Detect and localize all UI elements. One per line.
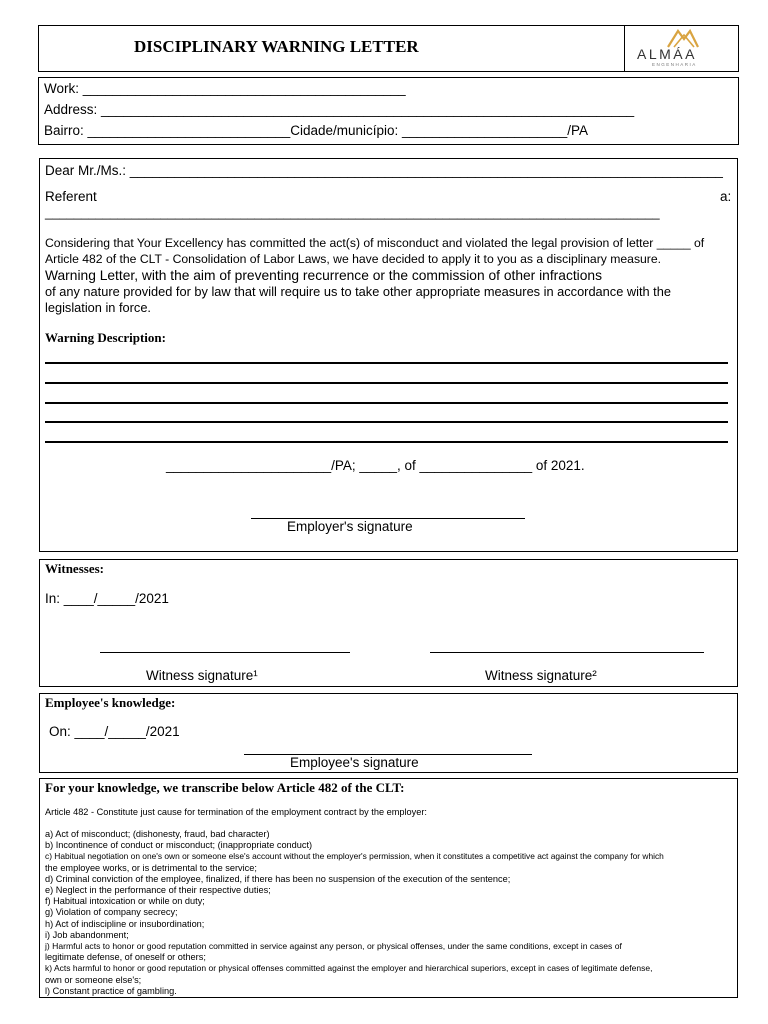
referent-label: Referent bbox=[45, 189, 97, 204]
witness2-signature-line[interactable] bbox=[430, 652, 704, 653]
witnesses-heading: Witnesses: bbox=[45, 561, 104, 576]
list-item: h) Act of indiscipline or insubordination; bbox=[45, 918, 205, 929]
work-field[interactable]: Work: ___________________________________________ bbox=[44, 81, 406, 96]
witness2-signature-label: Witness signature² bbox=[485, 668, 597, 683]
article-intro: Article 482 - Constitute just cause for termination of the employment contract by the employer: bbox=[45, 807, 427, 817]
list-item: g) Violation of company secrecy; bbox=[45, 907, 178, 918]
warning-line-4[interactable] bbox=[45, 421, 728, 423]
article-items-list bbox=[45, 829, 735, 997]
paragraph-line-4: of any nature provided for by law that will require us to take other appropriate measures in accordance with the bbox=[45, 284, 671, 299]
date-line[interactable]: ______________________/PA; _____, of _______________ of 2021. bbox=[166, 458, 585, 473]
bairro-city-field[interactable]: Bairro: ___________________________Cidade/município: ______________________/PA bbox=[44, 123, 588, 138]
warning-line-1[interactable] bbox=[45, 362, 728, 364]
referent-line[interactable]: _____________________________________________________________________________________ bbox=[45, 205, 660, 220]
list-item: j) Harmful acts to honor or good reputation committed in service against any person, or physical offenses, under the same conditions, except in cases of bbox=[45, 941, 622, 952]
list-item: c) Habitual negotiation on one's own or someone else's account without the employer's permission, when it constitutes a competitive act against the company for which bbox=[45, 851, 664, 862]
list-item: i) Job abandonment; bbox=[45, 929, 129, 940]
list-item: legitimate defense, of oneself or others; bbox=[45, 952, 206, 963]
witnesses-box bbox=[39, 559, 738, 687]
list-item: own or someone else's; bbox=[45, 974, 142, 985]
warning-line-3[interactable] bbox=[45, 402, 728, 404]
article-heading: For your knowledge, we transcribe below Article 482 of the CLT: bbox=[45, 780, 405, 795]
dear-field[interactable]: Dear Mr./Ms.: _______________________________________________________________________________ bbox=[45, 163, 723, 178]
list-item: the employee works, or is detrimental to the service; bbox=[45, 862, 257, 873]
witness1-signature-label: Witness signature¹ bbox=[146, 668, 258, 683]
page-title: DISCIPLINARY WARNING LETTER bbox=[134, 37, 419, 56]
employee-signature-label: Employee's signature bbox=[290, 755, 419, 770]
paragraph-line-2: Article 482 of the CLT - Consolidation of Labor Laws, we have decided to apply it to you as a disciplinary measure. bbox=[45, 252, 662, 266]
employer-signature-label: Employer's signature bbox=[287, 519, 413, 534]
logo-text: ALMÁA bbox=[637, 46, 697, 62]
list-item: l) Constant practice of gambling. bbox=[45, 985, 177, 996]
list-item: k) Acts harmful to honor or good reputation or physical offenses committed against the employer and hierarchical superiors, except in cases of legitimate defense, bbox=[45, 963, 653, 974]
list-item: f) Habitual intoxication or while on duty; bbox=[45, 896, 205, 907]
witness-date[interactable]: In: ____/_____/2021 bbox=[45, 591, 169, 606]
list-item: e) Neglect in the performance of their respective duties; bbox=[45, 885, 271, 896]
witness1-signature-line[interactable] bbox=[100, 652, 350, 653]
warning-line-2[interactable] bbox=[45, 382, 728, 384]
logo-cell bbox=[624, 25, 625, 72]
list-item: a) Act of misconduct; (dishonesty, fraud, bad character) bbox=[45, 829, 270, 839]
company-logo bbox=[628, 27, 736, 70]
referent-end: a: bbox=[720, 189, 732, 204]
address-field[interactable]: Address: _______________________________________________________________________ bbox=[44, 102, 635, 117]
list-item: d) Criminal conviction of the employee, finalized, if there has been no suspension of the execution of the sentence; bbox=[45, 873, 511, 884]
paragraph-line-5: legislation in force. bbox=[45, 300, 151, 315]
warning-line-5[interactable] bbox=[45, 441, 728, 443]
warning-description-heading: Warning Description: bbox=[45, 330, 166, 345]
logo-subtext: ENGENHARIA bbox=[652, 62, 697, 67]
paragraph-line-3: Warning Letter, with the aim of preventing recurrence or the commission of other infractions bbox=[45, 268, 602, 283]
list-item: b) Incontinence of conduct or misconduct; (inappropriate conduct) bbox=[45, 840, 313, 851]
employee-knowledge-heading: Employee's knowledge: bbox=[45, 695, 176, 710]
paragraph-line-1: Considering that Your Excellency has committed the act(s) of misconduct and violated the legal provision of letter _____ of bbox=[45, 236, 705, 250]
employee-date[interactable]: On: ____/_____/2021 bbox=[49, 724, 180, 739]
